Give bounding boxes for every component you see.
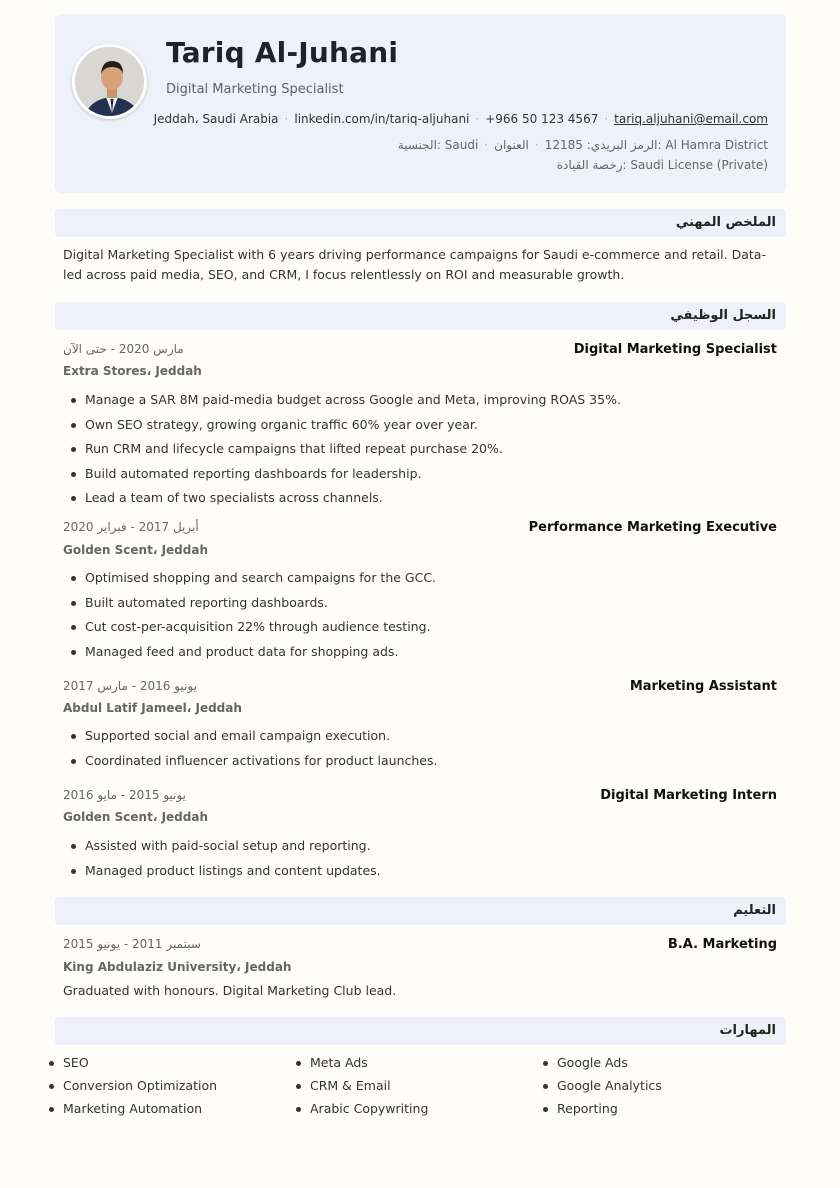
meta-row: الجنسية: Saudi · الرمز البريدي: 12185·العنوان: Al Hamra District xyxy=(397,138,768,152)
job-bullets xyxy=(85,726,437,775)
nationality-text: الجنسية: Saudi xyxy=(397,138,479,152)
section-title: المهارات xyxy=(719,1023,776,1038)
skill-item: Arabic Copywriting xyxy=(310,1099,557,1119)
license-text: رخصة القيادة: Saudi License (Private) xyxy=(556,158,768,172)
job-company: Abdul Latif Jameel، Jeddah xyxy=(63,701,242,715)
bullet-item: Supported social and email campaign execution. xyxy=(85,726,437,751)
bullet-item: Managed feed and product data for shopping ads. xyxy=(85,642,436,667)
job-title: Marketing Assistant xyxy=(629,679,777,694)
summary-text: Digital Marketing Specialist with 6 years driving performance campaigns for Saudi e-commerce and retail. Data-led across paid media, SEO, and CRM, I focus relentlessly on ROI and measurable growth. xyxy=(63,247,766,282)
job-bullets xyxy=(85,836,381,885)
candidate-name: Tariq Al-Juhani xyxy=(166,36,399,69)
email-link[interactable]: tariq.aljuhani@email.com xyxy=(614,112,768,126)
job-dates: مارس 2020 - حتى الآن xyxy=(63,342,184,356)
job-title: Performance Marketing Executive xyxy=(528,520,777,535)
section-skills xyxy=(55,1017,786,1045)
license-row xyxy=(557,158,768,172)
job-title: Digital Marketing Intern xyxy=(600,788,777,803)
profile-photo xyxy=(72,44,147,119)
degree-title: B.A. Marketing xyxy=(667,937,777,952)
job-dates: أبريل 2017 - فبراير 2020 xyxy=(63,520,199,534)
education-dates: سبتمبر 2011 - يونيو 2015 xyxy=(63,937,201,951)
bullet-item: Assisted with paid-social setup and reporting. xyxy=(85,836,381,861)
skill-item: Google Ads xyxy=(557,1053,778,1073)
bullet-item: Run CRM and lifecycle campaigns that lifted repeat purchase 20%. xyxy=(85,439,621,464)
bullet-item: Coordinated influencer activations for product launches. xyxy=(85,751,437,776)
bullet-item: Optimised shopping and search campaigns for the GCC. xyxy=(85,568,436,593)
section-experience xyxy=(55,302,786,330)
bullet-item: Cut cost-per-acquisition 22% through audience testing. xyxy=(85,617,436,642)
candidate-role: Digital Marketing Specialist xyxy=(166,82,344,97)
location-text: Jeddah، Saudi Arabia xyxy=(153,112,279,126)
contact-row: Jeddah، Saudi Arabia · linkedin.com/in/tariq-aljuhani · +966 50 123 4567 · tariq.aljuhani@email.com xyxy=(153,112,768,126)
bullet-item: Manage a SAR 8M paid-media budget across Google and Meta, improving ROAS 35%. xyxy=(85,390,621,415)
linkedin-link[interactable]: linkedin.com/in/tariq-aljuhani xyxy=(294,112,470,126)
section-summary xyxy=(55,209,786,237)
job-dates: يونيو 2015 - مايو 2016 xyxy=(63,788,187,802)
person-avatar-icon xyxy=(75,47,147,119)
section-title: السجل الوظيفي xyxy=(670,308,776,323)
section-title: التعليم xyxy=(733,903,776,918)
skill-item: CRM & Email xyxy=(310,1076,557,1096)
skill-item: Meta Ads xyxy=(310,1053,557,1073)
school-name: King Abdulaziz University، Jeddah xyxy=(63,960,292,974)
address-text: العنوان: Al Hamra District xyxy=(494,138,768,152)
job-company: Extra Stores، Jeddah xyxy=(63,364,202,378)
phone-text: +966 50 123 4567 xyxy=(485,112,599,126)
job-company: Golden Scent، Jeddah xyxy=(63,543,208,557)
job-dates: يونيو 2016 - مارس 2017 xyxy=(63,679,197,693)
job-title: Digital Marketing Specialist xyxy=(573,342,777,357)
bullet-item: Build automated reporting dashboards for leadership. xyxy=(85,464,621,489)
bullet-item: Managed product listings and content updates. xyxy=(85,861,381,886)
bullet-item: Built automated reporting dashboards. xyxy=(85,593,436,618)
bullet-item: Lead a team of two specialists across channels. xyxy=(85,488,621,513)
education-note: Graduated with honours. Digital Marketing Club lead. xyxy=(63,983,397,998)
skill-item: Google Analytics xyxy=(557,1076,778,1096)
skill-item: Marketing Automation xyxy=(63,1099,310,1119)
section-education xyxy=(55,897,786,925)
skill-item: SEO xyxy=(63,1053,310,1073)
skills-list xyxy=(63,1053,778,1119)
resume-header xyxy=(55,14,786,193)
section-title: الملخص المهني xyxy=(675,215,776,230)
skill-item: Reporting xyxy=(557,1099,778,1119)
bullet-item: Own SEO strategy, growing organic traffic 60% year over year. xyxy=(85,415,621,440)
job-bullets xyxy=(85,390,621,513)
postal-code-text: الرمز البريدي: 12185 xyxy=(544,138,658,152)
skill-item: Conversion Optimization xyxy=(63,1076,310,1096)
job-bullets xyxy=(85,568,436,666)
job-company: Golden Scent، Jeddah xyxy=(63,810,208,824)
